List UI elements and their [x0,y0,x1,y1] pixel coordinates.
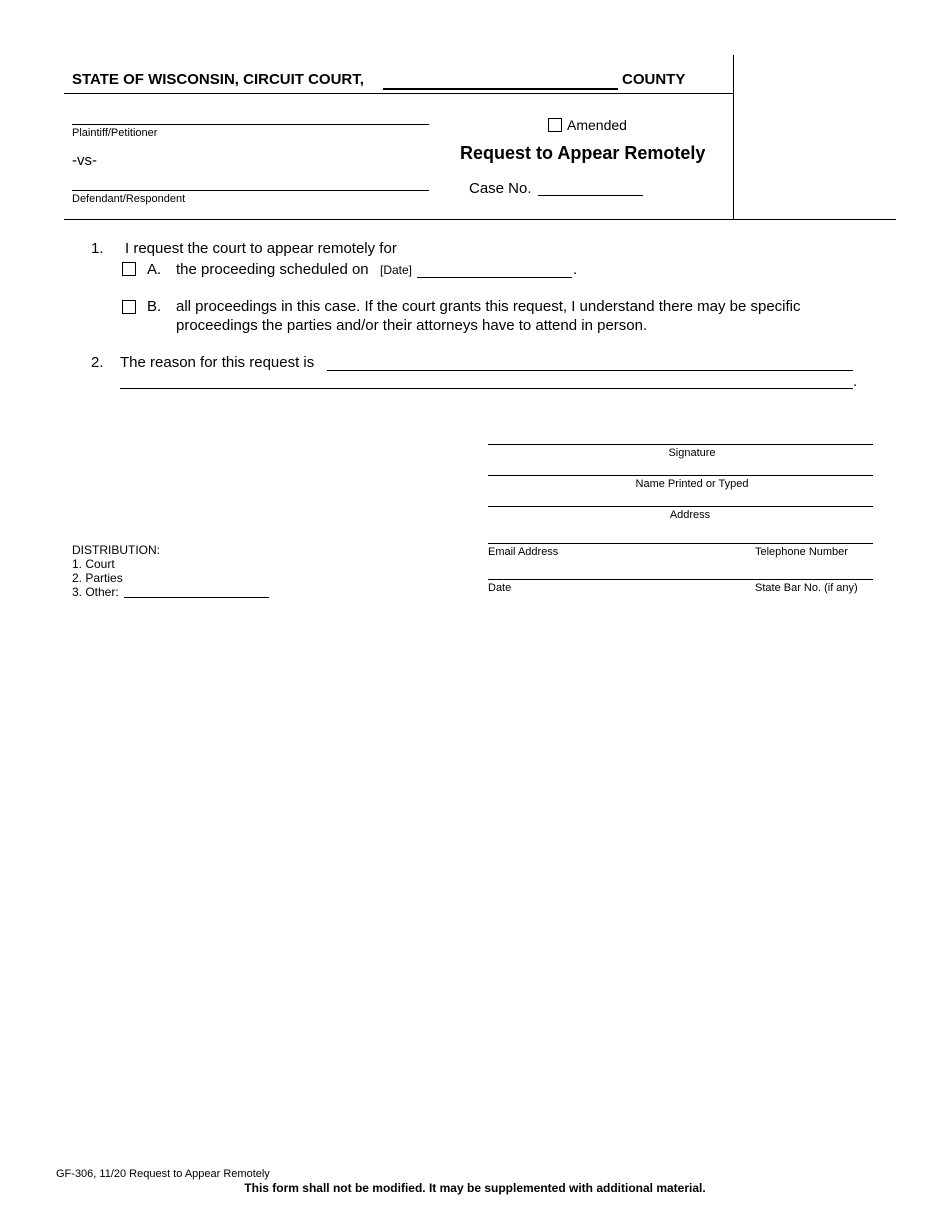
date-bar-line[interactable] [488,579,873,580]
option-a-date-input-line[interactable] [417,277,572,278]
distribution-item-court: 1. Court [72,557,115,571]
address-line[interactable] [488,506,873,507]
form-title: Request to Appear Remotely [460,143,706,163]
name-line[interactable] [488,475,873,476]
distribution-item-parties: 2. Parties [72,571,123,585]
caption-top-divider [64,93,734,94]
option-a-period: . [573,261,578,278]
option-b-line2: proceedings the parties and/or their attorneys have to attend in person. [176,317,648,334]
option-a-text: the proceeding scheduled on [176,261,369,278]
distribution-block [72,543,160,599]
option-b-letter: B. [147,298,162,315]
vs-label: -vs- [72,152,97,169]
distribution-heading: DISTRIBUTION: [72,543,161,557]
amended-label: Amended [567,117,627,133]
option-a-letter: A. [147,261,162,278]
caption-right-border [733,55,734,220]
signature-label: Signature [668,447,716,459]
telephone-label: Telephone Number [755,546,848,558]
county-label: COUNTY [622,71,686,88]
reason-input-line-2[interactable] [120,388,853,389]
option-b-checkbox[interactable] [122,300,136,314]
option-a-checkbox[interactable] [122,262,136,276]
item1-number: 1. [91,240,104,257]
plaintiff-label: Plaintiff/Petitioner [72,127,158,139]
defendant-input-line[interactable] [72,190,429,191]
reason-period: . [853,373,858,390]
item1-text: I request the court to appear remotely for [125,240,397,257]
option-a-date-label: [Date] [380,263,413,277]
reason-input-line-1[interactable] [327,370,853,371]
case-no-input-line[interactable] [538,195,643,196]
court-prefix: STATE OF WISCONSIN, CIRCUIT COURT, [72,71,364,88]
distribution-item-other: 3. Other: [72,585,119,599]
state-bar-label: State Bar No. (if any) [755,582,858,594]
form-id: GF-306, 11/20 Request to Appear Remotely [56,1168,270,1180]
item2-text: The reason for this request is [120,354,315,371]
date-label: Date [488,582,512,594]
plaintiff-input-line[interactable] [72,124,429,125]
distribution-other-input-line[interactable] [124,597,269,598]
court-heading [72,71,364,88]
amended-checkbox[interactable] [548,118,562,132]
option-b-line1: all proceedings in this case. If the court grants this request, I understand there may be specific [176,298,801,315]
name-label: Name Printed or Typed [635,478,749,490]
footer-notice: This form shall not be modified. It may be supplemented with additional material. [244,1181,706,1195]
item2-number: 2. [91,354,104,371]
case-no-label: Case No. [469,180,532,197]
email-label: Email Address [488,546,559,558]
address-label: Address [669,509,711,521]
defendant-label: Defendant/Respondent [72,193,186,205]
caption-bottom-divider [64,219,896,220]
county-input-line[interactable] [383,88,618,90]
email-telephone-line[interactable] [488,543,873,544]
signature-line[interactable] [488,444,873,445]
